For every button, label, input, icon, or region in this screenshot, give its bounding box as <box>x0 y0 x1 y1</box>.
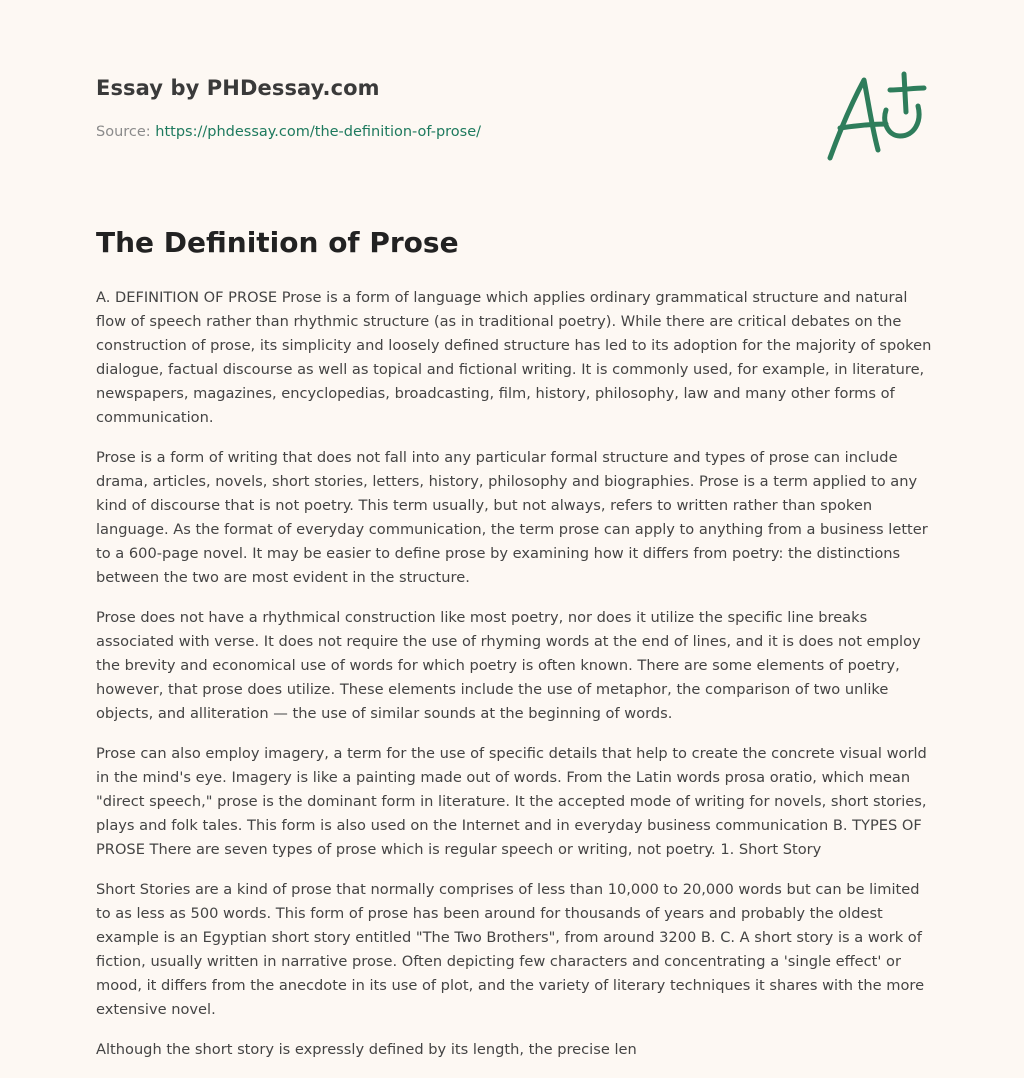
source-label: Source: <box>96 124 151 140</box>
essay-body <box>96 286 932 1078</box>
essay-paragraph: Prose does not have a rhythmical construction like most poetry, nor does it utilize the specific line breaks associated with verse. It does not require the use of rhyming words at the end of lines, and it is does not employ the brevity and economical use of words for which poetry is often known. There are some elements of poetry, however, that prose does utilize. These elements include the use of metaphor, the comparison of two unlike objects, and alliteration — the use of similar sounds at the beginning of words. <box>96 609 921 722</box>
essay-paragraph: Short Stories are a kind of prose that normally comprises of less than 10,000 to 20,000 words but can be limited to as less as 500 words. This form of prose has been around for thousands of years and probably the oldest example is an Egyptian short story entitled "The Two Brothers", from around 3200 B. C. A short story is a work of fiction, usually written in narrative prose. Often depicting few characters and concentrating a 'single effect' or mood, it differs from the anecdote in its use of plot, and the variety of literary techniques it shares with the more extensive novel. <box>96 881 925 1018</box>
source-line <box>96 124 481 140</box>
source-link[interactable]: https://phdessay.com/the-definition-of-prose/ <box>155 124 482 140</box>
essay-paragraph-truncated: Although the short story is expressly defined by its length, the precise len <box>96 1041 637 1058</box>
essay-title: The Definition of Prose <box>96 226 459 259</box>
site-title: Essay by PHDessay.com <box>96 76 380 100</box>
essay-paragraph: Prose is a form of writing that does not fall into any particular formal structure and types of prose can include drama, articles, novels, short stories, letters, history, philosophy and biographies. Prose is a term applied to any kind of discourse that is not poetry. This term usually, but not always, refers to written rather than spoken language. As the format of everyday communication, the term prose can apply to anything from a business letter to a 600-page novel. It may be easier to define prose by examining how it differs from poetry: the distinctions between the two are most evident in the structure. <box>96 449 928 586</box>
essay-paragraph: Prose can also employ imagery, a term for the use of specific details that help to create the concrete visual world in the mind's eye. Imagery is like a painting made out of words. From the Latin words prosa oratio, which mean "direct speech," prose is the dominant form in literature. It the accepted mode of writing for novels, short stories, plays and folk tales. This form is also used on the Internet and in everyday business communication B. TYPES OF PROSE There are seven types of prose which is regular speech or writing, not poetry. 1. Short Story <box>96 745 927 858</box>
a-plus-logo-icon <box>820 66 930 166</box>
essay-paragraph: A. DEFINITION OF PROSE Prose is a form of language which applies ordinary grammatical structure and natural flow of speech rather than rhythmic structure (as in traditional poetry). While there are critical debates on the construction of prose, its simplicity and loosely defined structure has led to its adoption for the majority of spoken dialogue, factual discourse as well as topical and fictional writing. It is commonly used, for example, in literature, newspapers, magazines, encyclopedias, broadcasting, film, history, philosophy, law and many other forms of communication. <box>96 289 932 426</box>
a-plus-logo <box>820 66 930 166</box>
